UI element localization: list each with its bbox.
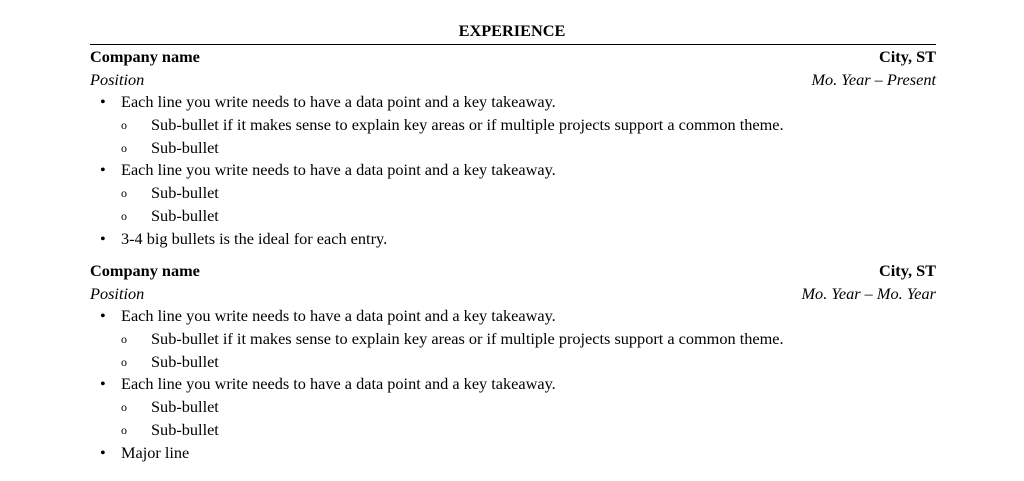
sub-bullet-item — [90, 396, 936, 419]
circle-bullet-icon: o — [121, 186, 127, 201]
bullet-icon: • — [100, 92, 106, 112]
dates: Mo. Year – Mo. Year — [801, 283, 936, 303]
sub-bullet-item — [90, 182, 936, 205]
company-name: Company name — [90, 261, 200, 280]
position: Position — [90, 283, 145, 303]
bullet-text: Each line you write needs to have a data point and a key takeaway. — [121, 160, 556, 180]
sub-bullet-item — [90, 205, 936, 228]
position: Position — [90, 69, 145, 89]
bullet-icon: • — [100, 442, 106, 462]
bullet-text: Each line you write needs to have a data point and a key takeaway. — [121, 306, 556, 326]
bullet-text: Sub-bullet — [151, 183, 219, 203]
experience-entry — [90, 260, 936, 464]
company-name: Company name — [90, 47, 200, 66]
sub-bullet-item — [90, 351, 936, 374]
bullet-icon: • — [100, 306, 106, 326]
bullet-item — [90, 91, 936, 114]
bullet-text: Sub-bullet if it makes sense to explain key areas or if multiple projects support a common theme. — [151, 329, 784, 349]
location: City, ST — [879, 261, 936, 280]
bullet-text: Each line you write needs to have a data point and a key takeaway. — [121, 92, 556, 112]
bullet-text: Sub-bullet if it makes sense to explain key areas or if multiple projects support a common theme. — [151, 115, 784, 135]
sub-bullet-item — [90, 419, 936, 442]
circle-bullet-icon: o — [121, 140, 127, 155]
bullet-item — [90, 373, 936, 396]
bullet-text: Sub-bullet — [151, 351, 219, 371]
bullet-text: Sub-bullet — [151, 419, 219, 439]
bullet-icon: • — [100, 160, 106, 180]
bullet-item — [90, 228, 936, 251]
bullet-item — [90, 305, 936, 328]
bullet-item — [90, 442, 936, 465]
circle-bullet-icon: o — [121, 332, 127, 347]
section-title: EXPERIENCE — [458, 21, 566, 40]
bullet-text: Sub-bullet — [151, 137, 219, 157]
bullet-text: Sub-bullet — [151, 397, 219, 417]
sub-bullet-item — [90, 328, 936, 351]
section-divider — [90, 44, 936, 45]
experience-entry — [90, 46, 936, 250]
dates: Mo. Year – Present — [811, 69, 936, 89]
circle-bullet-icon: o — [121, 118, 127, 133]
sub-bullet-item — [90, 114, 936, 137]
sub-bullet-item — [90, 137, 936, 160]
circle-bullet-icon: o — [121, 422, 127, 437]
bullet-text: Major line — [121, 442, 190, 462]
bullet-list — [90, 91, 936, 250]
circle-bullet-icon: o — [121, 400, 127, 415]
location: City, ST — [879, 47, 936, 66]
circle-bullet-icon: o — [121, 354, 127, 369]
bullet-list — [90, 305, 936, 464]
circle-bullet-icon: o — [121, 208, 127, 223]
bullet-icon: • — [100, 228, 106, 248]
bullet-text: 3-4 big bullets is the ideal for each entry. — [121, 228, 388, 248]
bullet-icon: • — [100, 374, 106, 394]
bullet-item — [90, 159, 936, 182]
bullet-text: Sub-bullet — [151, 205, 219, 225]
bullet-text: Each line you write needs to have a data point and a key takeaway. — [121, 374, 556, 394]
